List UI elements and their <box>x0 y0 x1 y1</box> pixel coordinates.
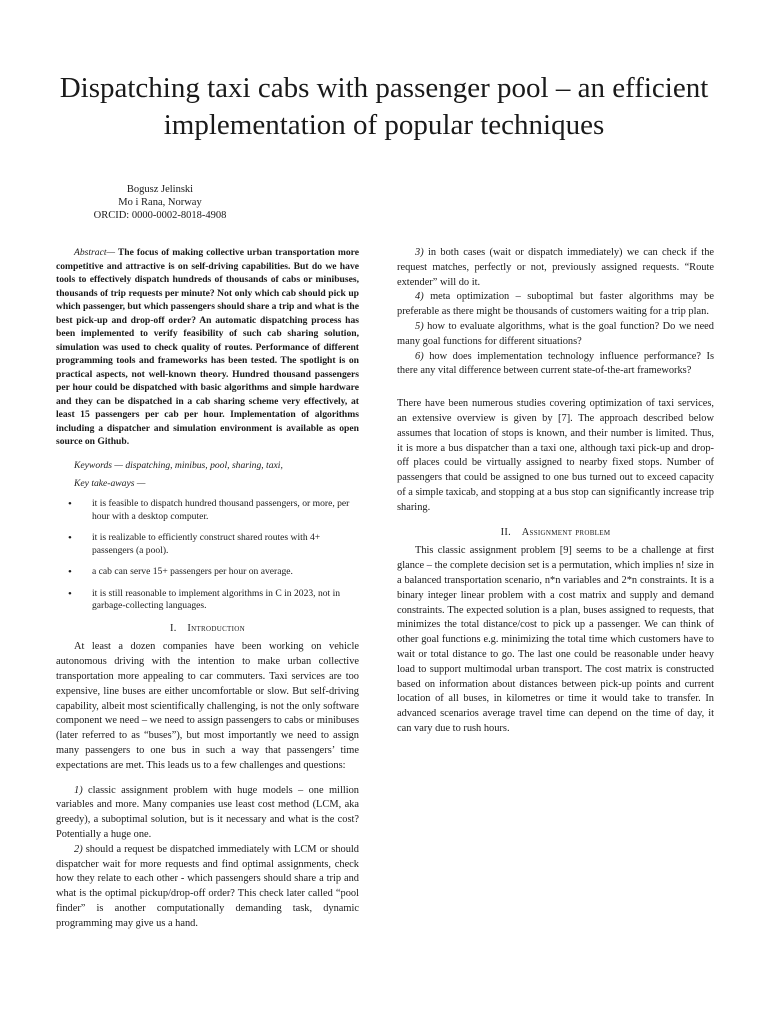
item-number: 5) <box>415 320 424 332</box>
question-item-5 <box>397 320 714 350</box>
list-item: • it is realizable to efficiently construct shared routes with 4+ passengers (a pool). <box>56 532 359 557</box>
paper-title: Dispatching taxi cabs with passenger pool – an efficient implementation of popular techniques <box>59 72 709 141</box>
studies-paragraph: There have been numerous studies covering optimization of taxi services, an extensive overview is given by [7]. The approach described below assumes that location of stops is known, and their number is limited. Thus, it is more a bus dispatcher than a taxi one, although taxi pick-up and drop-off places could be virtually assigned to nearby fixed stops. Number of passengers that could be assigned to one bus turned out to exceed capacity of a simple taxicab, and stopping at a bus stop can significantly increase trip sharing. <box>397 398 714 513</box>
author-block <box>40 183 280 222</box>
item-number: 3) <box>415 247 424 258</box>
item-text: how to evaluate algorithms, what is the goal function? Do we need many goal functions for different situations? <box>397 320 714 347</box>
item-number: 1) <box>74 784 83 796</box>
intro-paragraph: At least a dozen companies have been working on vehicle autonomous driving with the intention to make urban collective transportation more appealing to car commuters. Taxi services are too expensive, line buses are either uncomfortable or slow. But self-driving capability, albeit most scientifically challenging, is not the only software component we need – we need to assign passengers to cabs or minibuses (later referred to as “buses”), but most importantly we need to assign many passengers to one bus in such a way that passengers’ time expectations are met. This leads us to a few challenges and questions: <box>56 641 359 771</box>
right-column <box>397 246 714 737</box>
question-item-6 <box>397 350 714 380</box>
author-affiliation: Mo i Rana, Norway <box>118 197 202 208</box>
list-item: • a cab can serve 15+ passengers per hour on average. <box>56 566 359 579</box>
left-column <box>56 246 359 932</box>
author-orcid: ORCID: 0000-0002-8018-4908 <box>93 210 227 221</box>
item-number: 4) <box>415 291 424 303</box>
item-text: in both cases (wait or dispatch immediately) we can check if the request matches, perfectly or not, previously assigned requests. “Route extender” will do it. <box>397 247 714 288</box>
key-takeaways-list <box>56 498 359 613</box>
question-item-1 <box>56 784 359 843</box>
assignment-paragraph: This classic assignment problem [9] seems to be a challenge at first glance – the complete decision set is a permutation, which implies n! size in a balanced transportation scenario, n*n variables and 2*n constraints. It is a binary integer linear problem with a cost matrix and supply and demand constraints. The expected solution is a plan, buses assigned to requests, that minimizes the total distance/cost to pick up a passenger. We can think of other goal functions e.g. minimizing the total time which customers have to wait or total distance to go. The last one could be reasonable under heavy load to support multimodal urban transport. The cost matrix is constructed based on information about distances between pick-up points and current location of all buses, in kilometres or time it would take to transfer. In advanced scenarios average travel time can depend on the time of day, it can vary due to rush hours. <box>397 545 714 734</box>
item-text: classic assignment problem with huge models – one million variables and more. Many companies use least cost method (LCM, aka greedy), a suboptimal solution, but is it necessary and what is the cost? Potentially a huge one. <box>56 784 359 840</box>
keywords: Keywords — dispatching, minibus, pool, sharing, taxi, <box>74 459 283 471</box>
item-text: how does implementation technology influence performance? Is there any vital difference between current state-of-the-art frameworks? <box>397 350 714 377</box>
item-text: should a request be dispatched immediately with LCM or should dispatcher wait for more requests and find optimal assignments, check how they relate to each other - which passengers should share a trip and what is the optimal pickup/drop-off order? This check later called “pool finder” is another computationally demanding task, dynamic programming may give us a hand. <box>56 843 359 929</box>
item-text: meta optimization – suboptimal but faster algorithms may be preferable as there might be thousands of customers waiting for a trip plan. <box>397 291 714 318</box>
item-number: 6) <box>415 350 424 362</box>
question-item-4 <box>397 290 714 320</box>
section-heading-assignment-problem: II. Assignment problem <box>500 526 611 538</box>
question-item-2 <box>56 843 359 932</box>
abstract-text: The focus of making collective urban transportation more competitive and attractive is on self-driving capabilities. But do we have tools to effectively dispatch hundreds of thousands of cabs or minibuses, thousands of trip requests per minute? Not only which cab should pick up which passenger, but which passengers should share a trip and what is the best pick-up and drop-off order? An automatic dispatching process has been implemented to verify feasibility of such cab sharing solution, simulation was used to check quality of routes. Performance of different programming tools and frameworks has been tested. The spotlight is on practical aspects, not well-known theory. Hundred thousand passengers per hour could be dispatched with basic algorithms and simple hardware and they can be dispatched in a cab sharing scheme very effectively, at least 15 passengers per cab per hour. Implementation of algorithms including a dispatcher and simulation environment is available as open source on Github. <box>56 247 359 447</box>
key-takeaways-label: Key take-aways — <box>74 478 146 490</box>
list-item: • it is still reasonable to implement algorithms in C in 2023, not in garbage-collecting languages. <box>56 588 359 613</box>
item-number: 2) <box>74 843 83 855</box>
section-heading-introduction: I. Introduction <box>170 622 245 634</box>
list-item: • it is feasible to dispatch hundred thousand passengers, or more, per hour with a desktop computer. <box>56 498 359 523</box>
question-item-3 <box>397 246 714 290</box>
abstract <box>56 246 359 449</box>
abstract-lead: Abstract— <box>74 247 116 258</box>
author-name: Bogusz Jelinski <box>126 184 194 195</box>
